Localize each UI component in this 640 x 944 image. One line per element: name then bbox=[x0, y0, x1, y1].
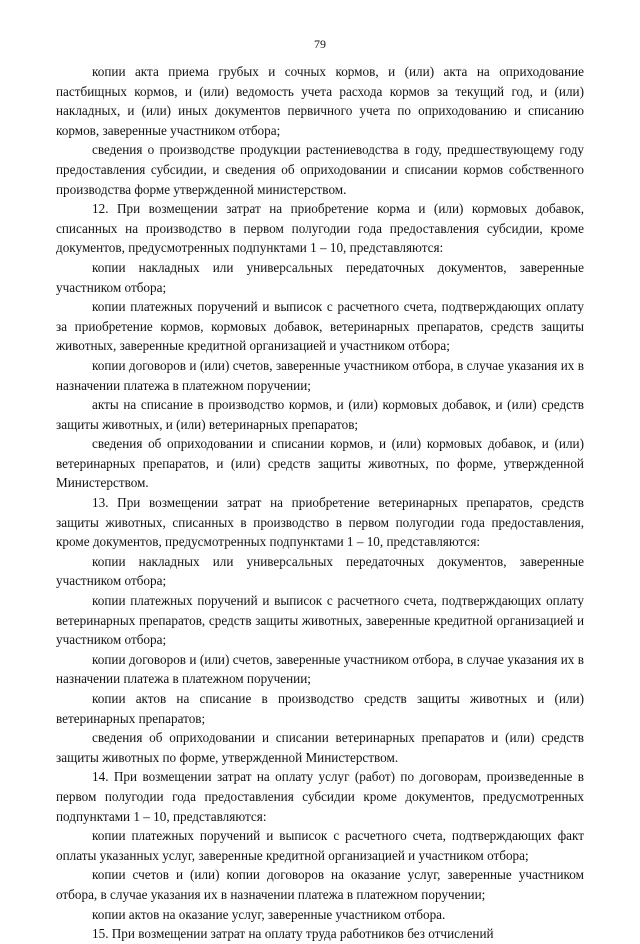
paragraph: 13. При возмещении затрат на приобретение ветеринарных препаратов, средств защиты животных, списанных в производство в первом полугодии года предоставления, кроме документов, предусмотренных подпунктами 1 – 10, представляются: bbox=[56, 495, 584, 550]
paragraph: 14. При возмещении затрат на оплату услуг (работ) по договорам, произведенные в первом полугодии года предоставления субсидии кроме документов, предусмотренных подпунктами 1 – 10, представляются: bbox=[56, 769, 584, 824]
paragraph: копии актов на оказание услуг, заверенные участником отбора. bbox=[92, 906, 446, 922]
paragraph: сведения о производстве продукции растениеводства в году, предшествующему году предоставления субсидии, и сведения об оприходовании и списании кормов собственного производства форме утвержденной министерством. bbox=[56, 142, 584, 197]
paragraph: копии счетов и (или) копии договоров на оказание услуг, заверенные участником отбора, в случае указания их в назначении платежа в платежном поручении; bbox=[56, 867, 584, 902]
paragraph: копии платежных поручений и выписок с расчетного счета, подтверждающих оплату ветеринарных препаратов, средств защиты животных, заверенные кредитной организацией и участником отбора; bbox=[56, 593, 584, 648]
paragraph: копии платежных поручений и выписок с расчетного счета, подтверждающих оплату за приобретение кормов, кормовых добавок, ветеринарных препаратов, средств защиты животных, заверенные кредитной организацией и участником отбора; bbox=[56, 299, 584, 354]
paragraph: сведения об оприходовании и списании ветеринарных препаратов и (или) средств защиты животных по форме, утвержденной Министерством. bbox=[56, 730, 584, 765]
paragraph: 12. При возмещении затрат на приобретение корма и (или) кормовых добавок, списанных на производство в первом полугодии года предоставления субсидии, кроме документов, предусмотренных подпунктами 1 – 10, представляются: bbox=[56, 201, 584, 256]
paragraph: сведения об оприходовании и списании кормов, и (или) кормовых добавок, и (или) ветеринарных препаратов, и (или) средств защиты животных, по форме, утвержденной Министерством. bbox=[56, 436, 584, 491]
paragraph: копии договоров и (или) счетов, заверенные участником отбора, в случае указания их в назначении платежа в платежном поручении; bbox=[56, 651, 584, 687]
paragraph: копии накладных или универсальных передаточных документов, заверенные участником отбора; bbox=[56, 553, 584, 589]
paragraph: акты на списание в производство кормов, и (или) кормовых добавок, и (или) средств защиты животных, и (или) ветеринарных препаратов; bbox=[56, 397, 584, 432]
paragraph: 15. При возмещении затрат на оплату труда работников без отчислений bbox=[92, 926, 494, 942]
document-body bbox=[56, 62, 584, 944]
paragraph: копии накладных или универсальных передаточных документов, заверенные участником отбора; bbox=[56, 259, 584, 295]
paragraph: копии актов на списание в производство средств защиты животных и (или) ветеринарных препаратов; bbox=[56, 691, 584, 726]
paragraph: копии платежных поручений и выписок с расчетного счета, подтверждающих факт оплаты указанных услуг, заверенные кредитной организацией и участником отбора; bbox=[56, 828, 584, 863]
page-number: 79 bbox=[314, 37, 326, 51]
paragraph: копии договоров и (или) счетов, заверенные участником отбора, в случае указания их в назначении платежа в платежном поручении; bbox=[56, 357, 584, 393]
paragraph: копии акта приема грубых и сочных кормов, и (или) акта на оприходование пастбищных кормов, и (или) ведомость учета расхода кормов за текущий год, и (или) накладных, и (или) иных документов первичного учета по оприходованию и списанию кормов, заверенные участником отбора; bbox=[56, 64, 584, 138]
